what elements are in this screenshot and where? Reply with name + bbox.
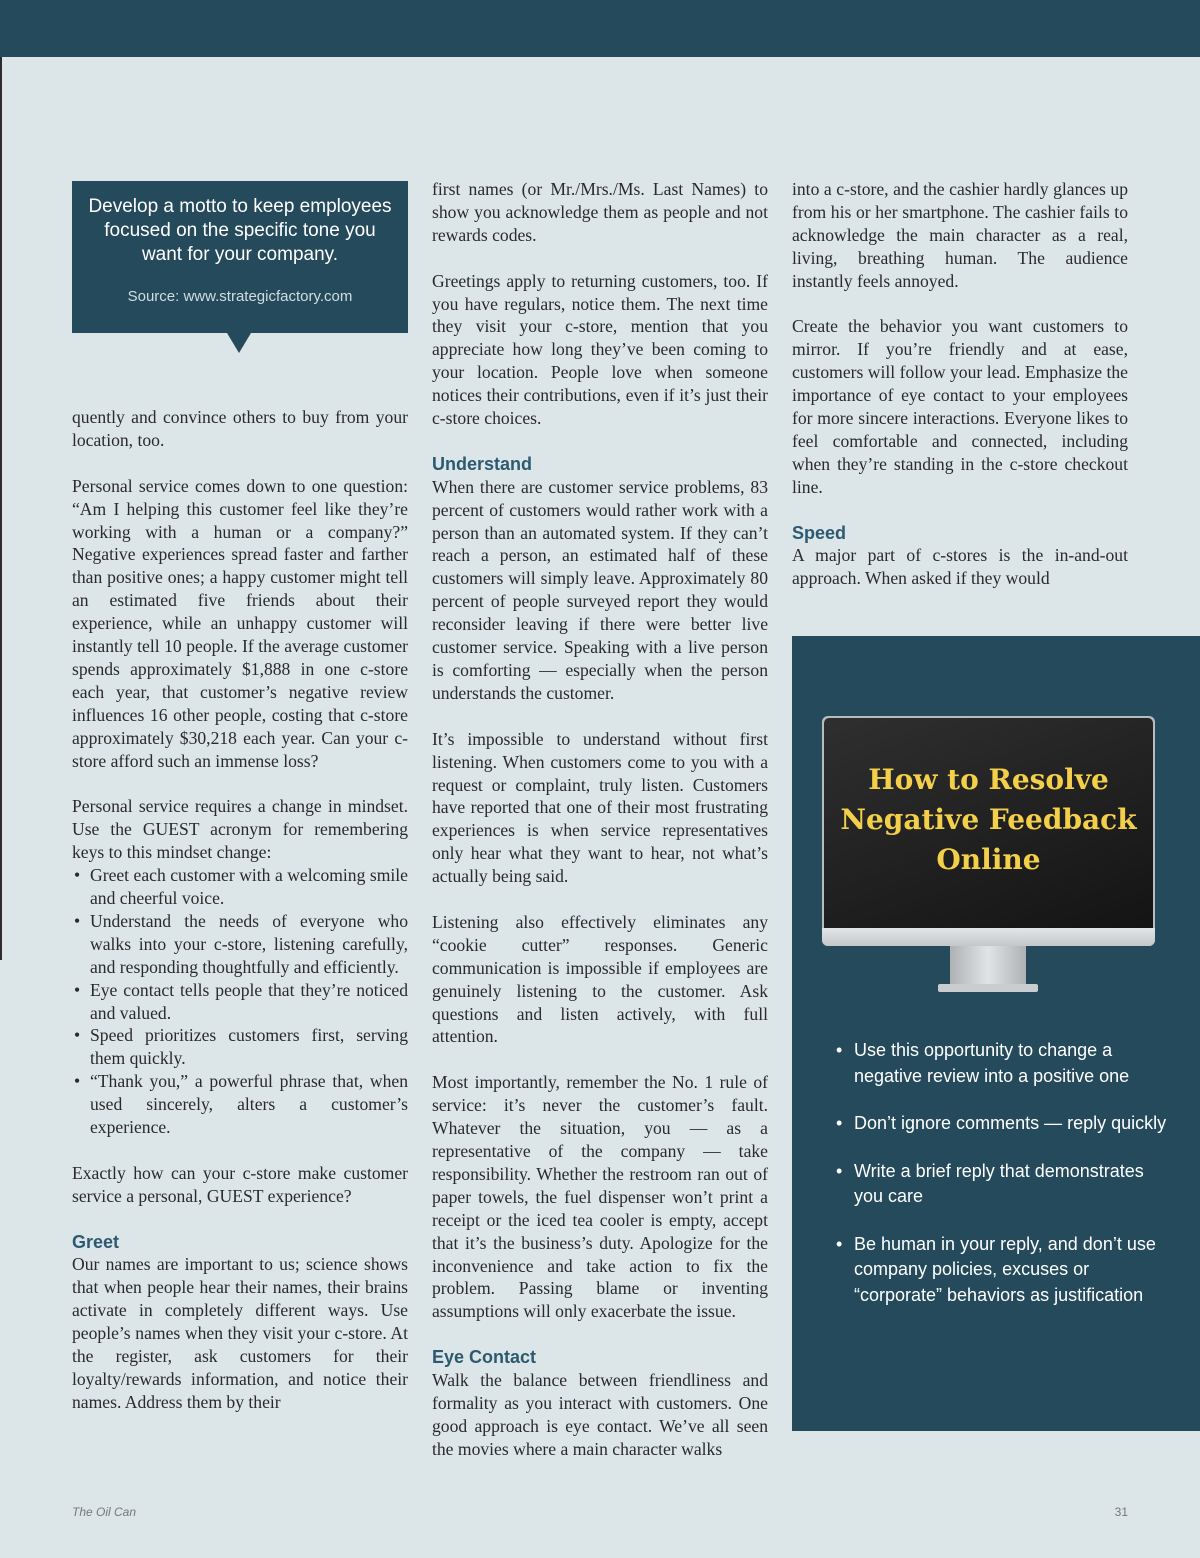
pull-quote-source: Source: www.strategicfactory.com bbox=[127, 288, 353, 305]
paragraph: Most importantly, remember the No. 1 rule of service: it’s never the customer’s fault. Whatever the situation, you — as a representative of the company — take responsibility. Whether the restroom ran out of paper towels, the fuel dispenser won’t print a receipt or the iced tea cooler is empty, accept that it’s the business’s duty. Apologize for the inconvenience and take action to fix the problem. Passing blame or inventing assumptions will only exacerbate the issue. bbox=[432, 1072, 768, 1322]
section-heading-eye-contact: Eye Contact bbox=[432, 1347, 537, 1368]
tip-item: • Don’t ignore comments — reply quickly bbox=[834, 1111, 1174, 1137]
paragraph: Personal service requires a change in mindset. Use the GUEST acronym for remembering keys to this mindset change: bbox=[72, 796, 408, 863]
paragraph: first names (or Mr./Mrs./Ms. Last Names) to show you acknowledge them as people and not rewards codes. bbox=[432, 179, 768, 245]
paragraph: When there are customer service problems, 83 percent of customers would rather work with a person than an automated system. If they can’t reach a person, an estimated half of these customers will simply leave. Approximately 80 percent of people surveyed report they would reconsider leaving if there were better live customer service. Speaking with a live person is comforting — especially when the person understands the customer. bbox=[432, 476, 768, 703]
list-item: • Greet each customer with a welcoming smile and cheerful voice. bbox=[72, 864, 408, 910]
paragraph: Listening also effectively eliminates any “cookie cutter” responses. Generic communication is impossible if employees are genuinely listening to the customer. Ask questions and listen actively, with full attention. bbox=[432, 911, 768, 1047]
section-heading-speed: Speed bbox=[792, 522, 847, 543]
pull-quote-text: Develop a motto to keep employees focused on the specific tone you want for your company. bbox=[88, 196, 392, 265]
header-bar bbox=[0, 0, 1200, 57]
monitor-base bbox=[938, 984, 1038, 992]
feedback-sidebar bbox=[792, 636, 1200, 1431]
list-item: • Understand the needs of everyone who walks into your c-store, listening carefully, and responding thoughtfully and efficiently. bbox=[72, 910, 408, 979]
guest-list bbox=[72, 864, 408, 1139]
paragraph: into a c-store, and the cashier hardly glances up from his or her smartphone. The cashier fails to acknowledge the main character as a real, living, breathing human. The audience instantly feels annoyed. bbox=[792, 179, 1128, 291]
monitor-screen bbox=[824, 718, 1153, 928]
paragraph: Personal service comes down to one question: “Am I helping this customer feel like they’re working with a human or a company?” Negative experiences spread faster and farther than positive ones; a happy customer might tell an estimated five friends about their experience, while an unhappy customer will instantly tell 10 people. If the average customer spends approximately $1,888 in one c-store each year, that customer’s negative review influences 16 other people, costing that c-store approximately $30,218 each year. Can your c-store afford such an immense loss? bbox=[72, 475, 408, 771]
pull-quote-callout bbox=[72, 181, 408, 333]
paragraph: A major part of c-stores is the in-and-out approach. When asked if they would bbox=[792, 545, 1128, 589]
paragraph: Walk the balance between friendliness and formality as you interact with customers. One good approach is eye contact. We’ve all seen the movies where a main character walks bbox=[432, 1370, 768, 1459]
page-edge-rule bbox=[0, 57, 2, 960]
article-column-3 bbox=[792, 178, 1128, 590]
feedback-tips-list bbox=[834, 1038, 1174, 1330]
list-item: • Speed prioritizes customers first, serving them quickly. bbox=[72, 1024, 408, 1070]
paragraph: quently and convince others to buy from your location, too. bbox=[72, 407, 408, 450]
paragraph: Create the behavior you want customers to mirror. If you’re friendly and at ease, customers will follow your lead. Emphasize the importance of eye contact to your employees for more sincere interactions. Everyone likes to feel comfortable and connected, including when they’re standing in the c-store checkout line. bbox=[792, 316, 1128, 497]
monitor-stand bbox=[950, 946, 1026, 986]
article-column-1 bbox=[72, 406, 408, 1414]
monitor-illustration bbox=[822, 716, 1155, 996]
list-item: • Eye contact tells people that they’re noticed and valued. bbox=[72, 979, 408, 1025]
sidebar-title: How to Resolve Negative Feedback Online bbox=[840, 763, 1137, 876]
publication-name: The Oil Can bbox=[72, 1505, 137, 1519]
monitor-chin bbox=[822, 928, 1155, 946]
tip-item: • Use this opportunity to change a negative review into a positive one bbox=[834, 1038, 1174, 1089]
paragraph: Greetings apply to returning customers, too. If you have regulars, notice them. The next time they visit your c-store, mention that you appreciate how long they’ve been coming to your location. People love when someone notices their contributions, even if it’s just their c-store choices. bbox=[432, 270, 768, 429]
paragraph: Our names are important to us; science shows that when people hear their names, their brains activate in completely different ways. Use people’s names when they visit your c-store. At the register, ask customers for their loyalty/rewards information, and notice their names. Address them by their bbox=[72, 1254, 408, 1412]
list-item: • “Thank you,” a powerful phrase that, when used sincerely, alters a customer’s experience. bbox=[72, 1070, 408, 1139]
paragraph: Exactly how can your c-store make customer service a personal, GUEST experience? bbox=[72, 1162, 408, 1206]
section-heading-greet: Greet bbox=[72, 1231, 120, 1252]
page-number: 31 bbox=[1114, 1505, 1128, 1519]
paragraph: It’s impossible to understand without first listening. When customers come to you with a request or complaint, truly listen. Customers have reported that one of their most frustrating experiences is when service representatives only hear what they want to hear, not what’s actually being said. bbox=[432, 728, 768, 887]
tip-item: • Be human in your reply, and don’t use company policies, excuses or “corporate” behaviors as justification bbox=[834, 1232, 1174, 1309]
tip-item: • Write a brief reply that demonstrates you care bbox=[834, 1159, 1174, 1210]
section-heading-understand: Understand bbox=[432, 453, 533, 474]
article-column-2 bbox=[432, 178, 768, 1461]
